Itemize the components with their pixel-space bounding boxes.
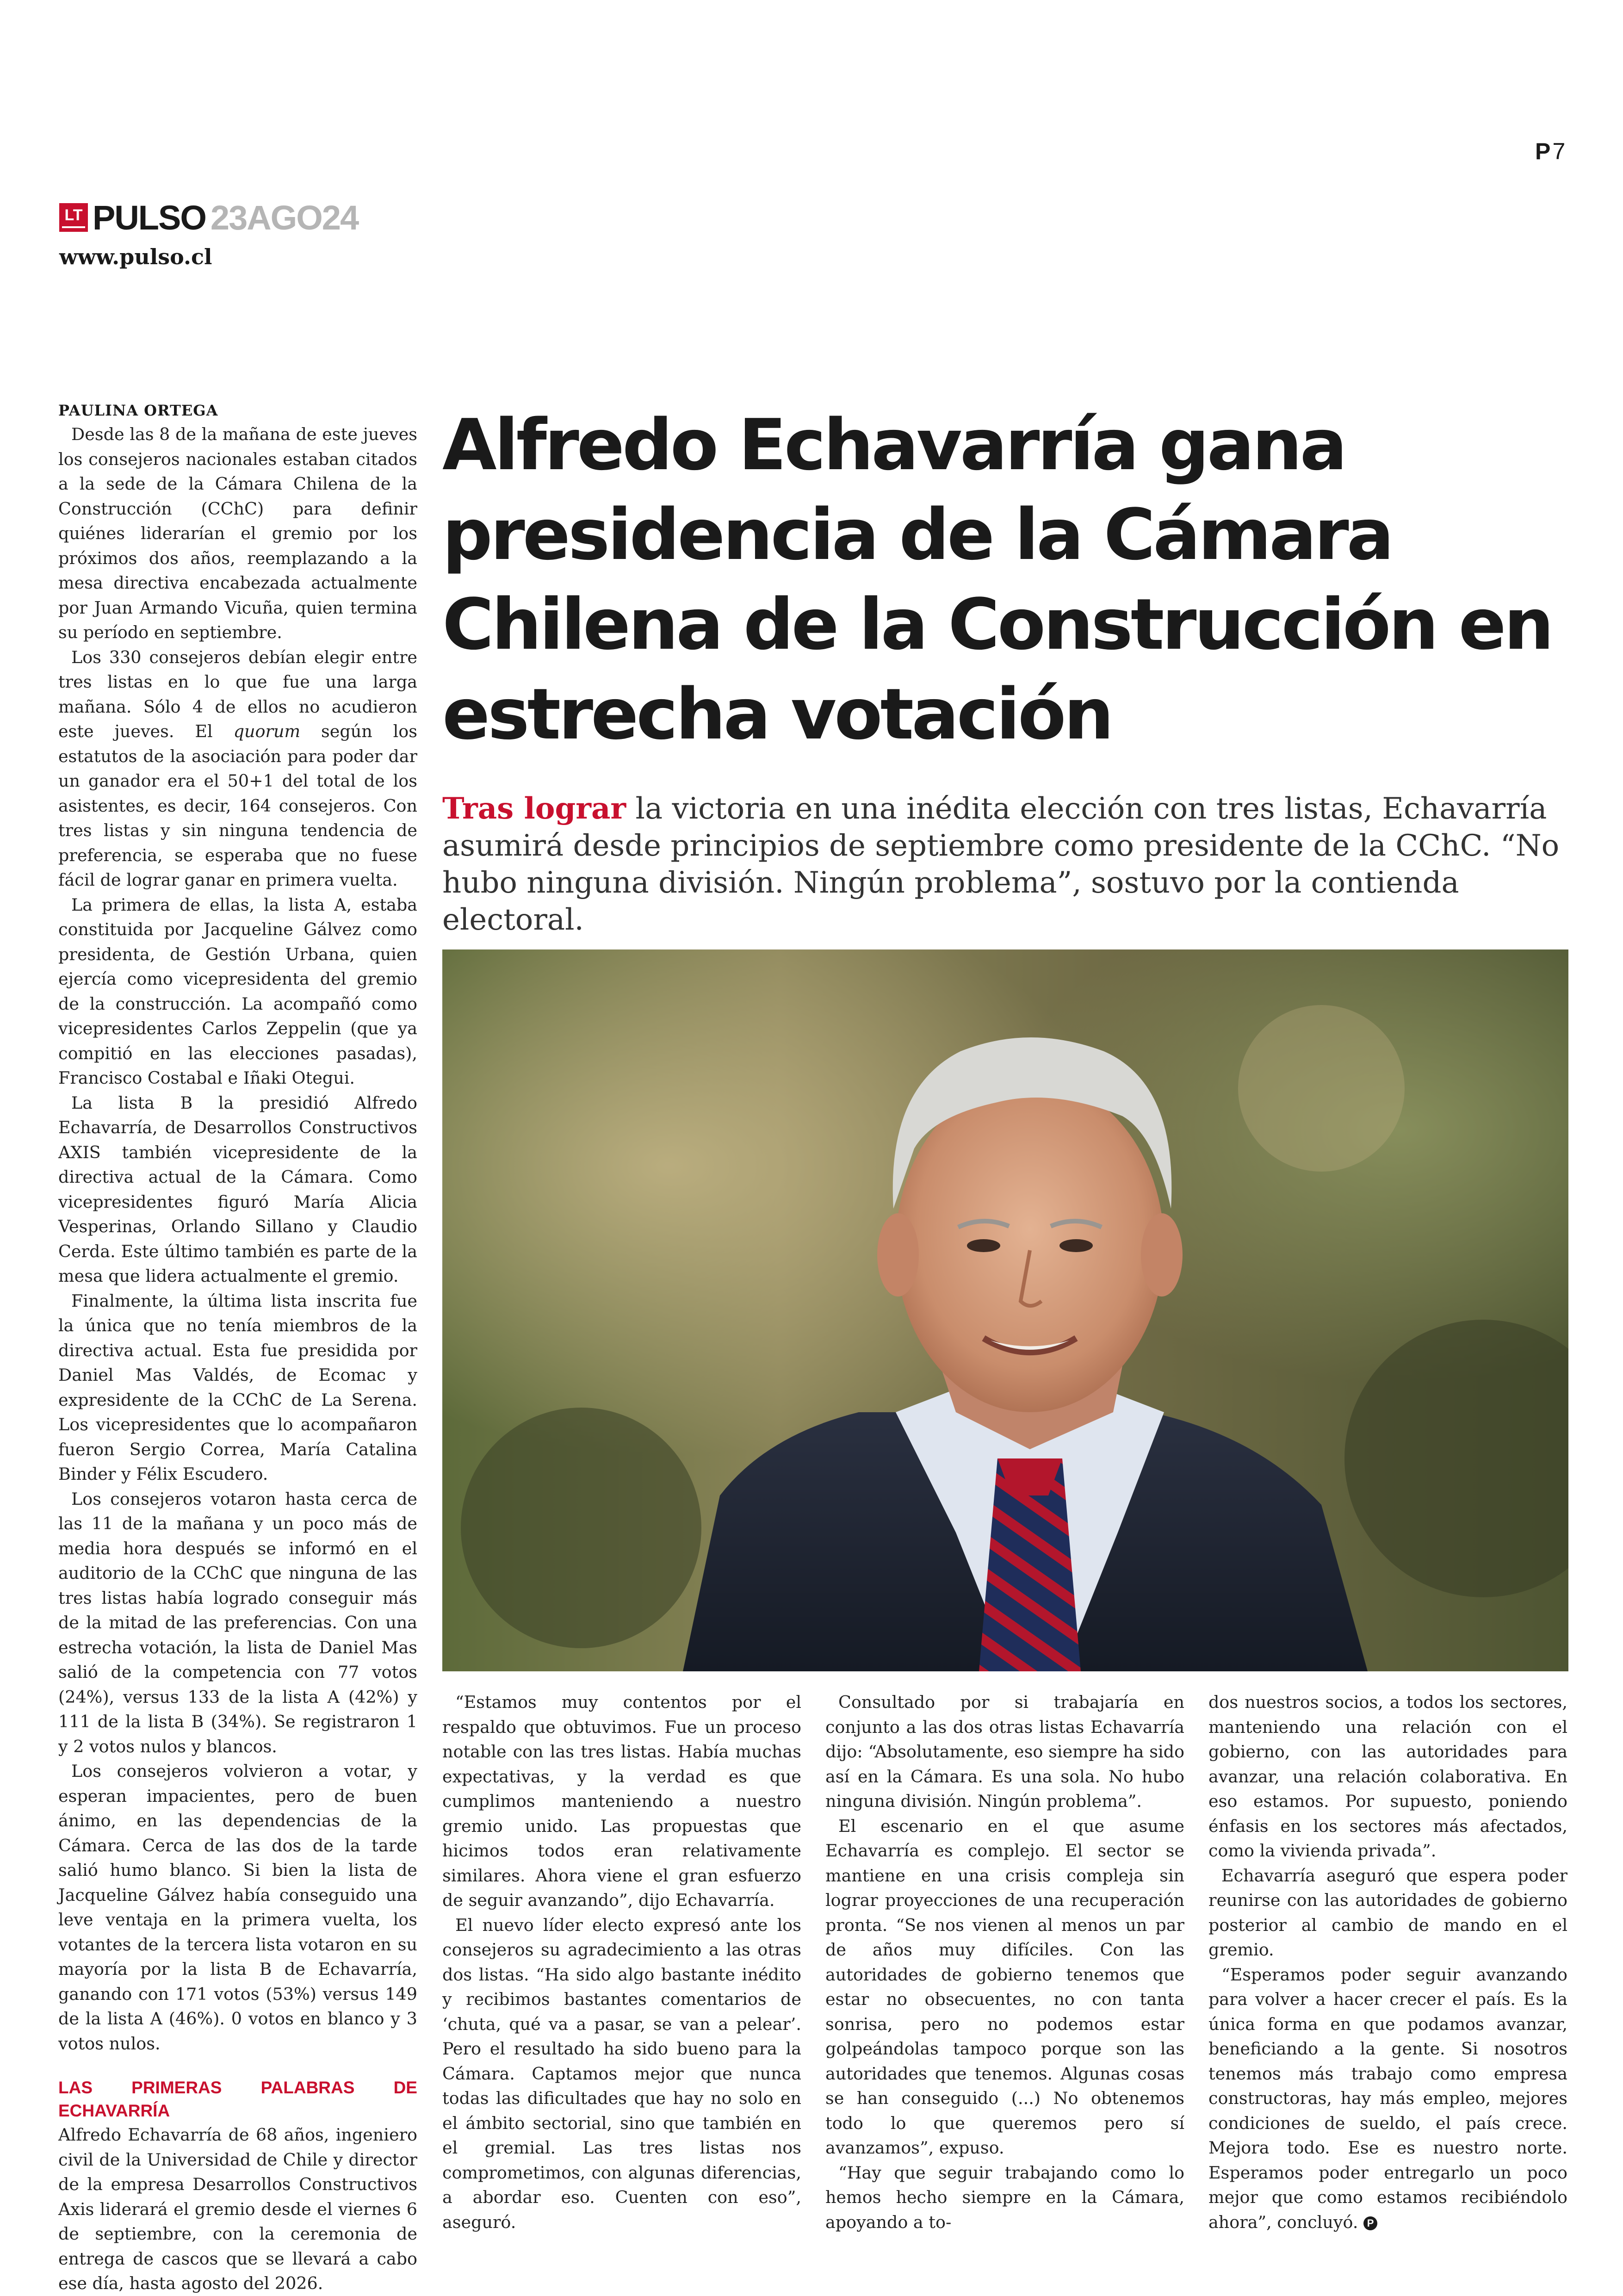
paragraph: El nuevo líder electo expresó ante los consejeros su agradecimiento a las otras dos listas. “Ha sido algo bastante inédito y recibimos bastantes comentarios de ‘chuta, qué va a pasar, se van a pelear’. Pero el resultado ha sido bueno para la Cámara. Captamos mejor que nunca todas las dificultades que hay no solo en el ámbito sectorial, sino que también en el gremial. Las tres listas nos comprometimos, con algunas diferencias, a abordar eso. Cuenten con eso”, aseguró. <box>442 1915 801 2232</box>
paragraph: La lista B la presidió Alfredo Echavarría, de Desarrollos Constructivos AXIS también vicepresidente de la directiva actual de la Cámara. Como vicepresidentes figuró María Alicia Vesperinas, Orlando Sillano y Claudio Cerda. Este último también es parte de la mesa que lidera actualmente el gremio. <box>58 1092 417 1286</box>
article-column-3 <box>825 1690 1184 2234</box>
site-url[interactable]: www.pulso.cl <box>59 244 212 269</box>
paragraph: Echavarría aseguró que espera poder reunirse con las autoridades de gobierno posterior al cambio de mando en el gremio. <box>1208 1865 1567 1960</box>
paragraph: “Estamos muy contentos por el respaldo que obtuvimos. Fue un proceso notable con las tres listas. Había muchas expectativas, y la verdad es que cumplimos manteniendo a nuestro gremio unido. Las propuestas que hicimos todos eran relativamente similares. Ahora viene el gran esfuerzo de seguir avanzando”, dijo Echavarría. <box>442 1692 801 1910</box>
column-1-body <box>58 422 417 2056</box>
paragraph: Consultado por si trabajaría en conjunto a las dos otras listas Echavarría dijo: “Absolutamente, eso siempre ha sido así en la Cámara. Es una sola. No hubo ninguna división. Ningún problema”. <box>825 1692 1184 1811</box>
dek <box>442 790 1571 938</box>
paragraph: “Hay que seguir trabajando como lo hemos hecho siempre en la Cámara, apoyando a to- <box>825 2162 1184 2232</box>
paragraph: El escenario en el que asume Echavarría es complejo. El sector se mantiene en una crisis compleja sin lograr proyecciones de una recuperación pronta. “Se nos vienen al menos un par de años muy difíciles. Con las autoridades de gobierno tenemos que estar no obsecuentes, no con tanta sonrisa, pero no podemos estar golpeándolas tampoco porque son las autoridades que tenemos. Algunas cosas se han conseguido (...) No obtenemos todo lo que queremos pero sí avanzamos”, expuso. <box>825 1816 1184 2158</box>
headline: Alfredo Echavarría gana presidencia de la Cámara Chilena de la Construcción en estrecha votación <box>442 404 1552 755</box>
paragraph: “Esperamos poder seguir avanzando para volver a hacer crecer el país. Es la única forma en que podamos avanzar, beneficiando a la gente. Si nosotros tenemos más trabajo como empresa constructoras, hay más empleo, mejores condiciones de sueldo, el país crece. Mejora todo. Ese es nuestro norte. Esperamos poder entregarlo un poco mejor que como estamos recibiéndolo ahora”, concluyó. P <box>1208 1964 1567 2232</box>
article-column-2 <box>442 1690 801 2234</box>
end-mark-icon: P <box>1363 2216 1377 2230</box>
paragraph: Finalmente, la última lista inscrita fue la única que no tenía miembros de la directiva actual. Esta fue presidida por Daniel Mas Valdés, de Ecomac y expresidente de la CChC de La Serena. Los vicepresidentes que lo acompañaron fueron Sergio Correa, María Catalina Binder y Félix Escudero. <box>58 1291 417 1484</box>
article-column-4 <box>1208 1690 1567 2234</box>
masthead <box>59 199 358 236</box>
portrait-photo <box>442 949 1568 1671</box>
article-column-1 <box>58 399 417 2293</box>
paragraph: Desde las 8 de la mañana de este jueves los consejeros nacionales estaban citados a la sede de la Cámara Chilena de la Construcción (CChC) para definir quiénes liderarían el gremio por los próximos dos años, reemplazando a la mesa directiva encabezada actualmente por Juan Armando Vicuña, quien termina su período en septiembre. <box>58 424 417 642</box>
byline: PAULINA ORTEGA <box>58 402 218 419</box>
dek-text: la victoria en una inédita elección con tres listas, Echavarría asumirá desde principios de septiembre como presidente de la CChC. “No hubo ninguna división. Ningún problema”, sostuvo por la contienda electoral. <box>442 792 1560 937</box>
la-tercera-logo: LT <box>59 203 88 232</box>
paragraph: Alfredo Echavarría de 68 años, ingeniero civil de la Universidad de Chile y director de la empresa Desarrollos Constructivos Axis liderará el gremio desde el viernes 6 de septiembre, con la ceremonia de entrega de cascos que se llevará a cabo ese día, hasta agosto del 2026. <box>58 2125 417 2293</box>
dek-lead: Tras lograr <box>442 791 626 826</box>
subheading: LAS PRIMERAS PALABRAS DE ECHAVARRÍA <box>58 2078 417 2120</box>
paragraph: dos nuestros socios, a todos los sectores, manteniendo una relación con el gobierno, con las autoridades para avanzar, una relación colaborativa. En eso estamos. Por supuesto, poniendo énfasis en los sectores más afectados, como la vivienda privada”. <box>1208 1692 1567 1861</box>
masthead-brand: PULSO <box>93 198 206 237</box>
masthead-date: 23AGO24 <box>210 198 359 237</box>
page-folio: P 7 <box>1535 138 1566 164</box>
paragraph: La primera de ellas, la lista A, estaba constituida por Jacqueline Gálvez como presidenta, de Gestión Urbana, quien ejercía como vicepresidenta del gremio de la construcción. La acompañó como vicepresidentes Carlos Zeppelin (que ya compitió en las elecciones pasadas), Francisco Costabal e Iñaki Otegui. <box>58 894 417 1088</box>
paragraph: Los consejeros votaron hasta cerca de las 11 de la mañana y un poco más de media hora después se informó en el auditorio de la CChC que ninguna de las tres listas había logrado conseguir más de la mitad de las preferencias. Con una estrecha votación, la lista de Daniel Mas salió de la competencia con 77 votos (24%), versus 133 de la lista A (42%) y 111 de la lista B (34%). Se registraron 1 y 2 votos nulos y blancos. <box>58 1489 417 1756</box>
paragraph: Los 330 consejeros debían elegir entre tres listas en lo que fue una larga mañana. Sólo 4 de ellos no acudieron este jueves. El quorum según los estatutos de la asociación para poder dar un ganador era el 50+1 del total de los asistentes, es decir, 164 consejeros. Con tres listas y sin ninguna tendencia de preferencia, se esperaba que no fuese fácil de lograr ganar en primera vuelta. <box>58 647 417 890</box>
paragraph: Los consejeros volvieron a votar, y esperan impacientes, pero de buen ánimo, en las dependencias de la Cámara. Cerca de las dos de la tarde salió humo blanco. Si bien la lista de Jacqueline Gálvez había conseguido una leve ventaja en la primera vuelta, los votantes de la tercera lista votaron en su mayoría por la lista B de Echavarría, ganando con 171 votos (53%) versus 149 de la lista A (46%). 0 votos en blanco y 3 votos nulos. <box>58 1761 417 2054</box>
